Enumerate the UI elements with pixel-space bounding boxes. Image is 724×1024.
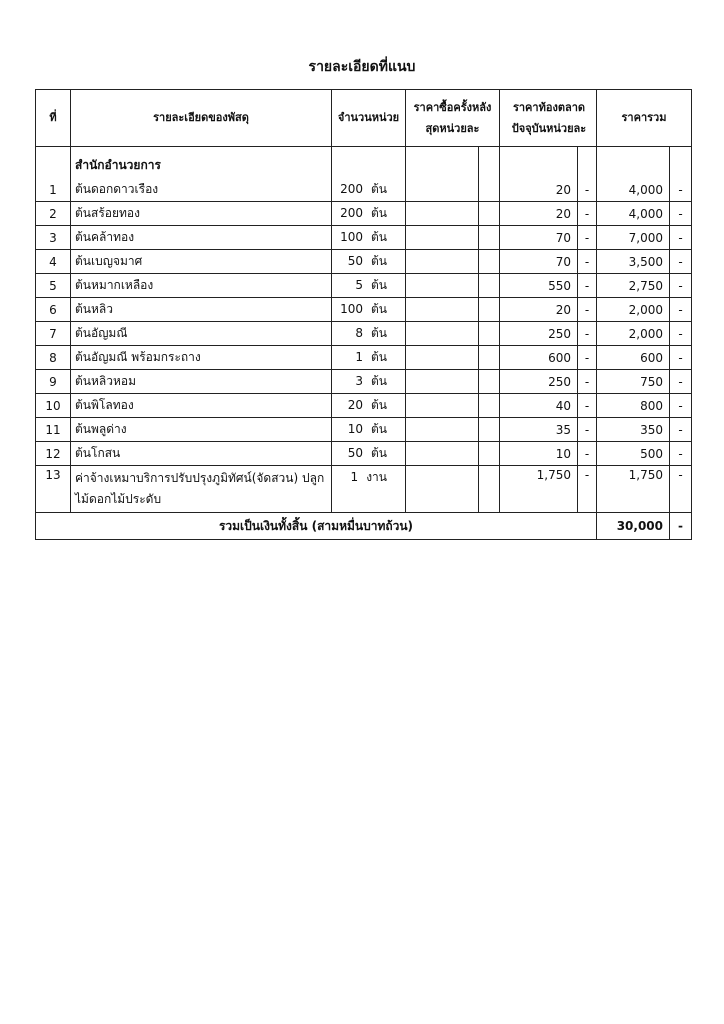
qty-cell	[332, 178, 406, 202]
table-row	[36, 202, 692, 226]
row-number: 8	[36, 346, 71, 370]
table-row	[36, 370, 692, 394]
row-number: 11	[36, 418, 71, 442]
row-total-satang: -	[670, 442, 692, 466]
market-price: 600	[500, 346, 578, 370]
qty-value: 8	[355, 326, 363, 340]
section-row	[36, 147, 692, 179]
market-price: 20	[500, 298, 578, 322]
row-total: 1,750	[597, 466, 670, 513]
row-total: 2,750	[597, 274, 670, 298]
last-price-cell	[406, 418, 479, 442]
qty-value: 50	[347, 254, 363, 268]
row-number: 7	[36, 322, 71, 346]
table-row	[36, 226, 692, 250]
last-price-satang-cell	[479, 178, 500, 202]
qty-unit: ต้น	[371, 422, 387, 436]
row-total-satang: -	[670, 394, 692, 418]
item-description: ต้นหลิว	[71, 298, 332, 322]
header-last-price: ราคาซื้อครั้งหลังสุดหน่วยละ	[406, 90, 500, 147]
last-price-cell	[406, 346, 479, 370]
page-title: รายละเอียดที่แนบ	[308, 59, 416, 75]
item-description: ต้นโกสน	[71, 442, 332, 466]
row-total: 4,000	[597, 202, 670, 226]
item-description: ต้นดอกดาวเรือง	[71, 178, 332, 202]
row-total: 500	[597, 442, 670, 466]
total-label: รวมเป็นเงินทั้งสิ้น (สามหมื่นบาทถ้วน)	[36, 513, 597, 540]
row-total: 600	[597, 346, 670, 370]
qty-cell	[332, 346, 406, 370]
row-total-satang: -	[670, 178, 692, 202]
last-price-cell	[406, 178, 479, 202]
grand-total: 30,000	[597, 513, 670, 540]
row-total-satang: -	[670, 346, 692, 370]
market-price-satang: -	[578, 442, 597, 466]
market-price-satang: -	[578, 370, 597, 394]
last-price-satang-cell	[479, 274, 500, 298]
items-table	[35, 89, 692, 540]
last-price-cell	[406, 226, 479, 250]
total-row	[36, 513, 692, 540]
item-description: ต้นอัญมณี	[71, 322, 332, 346]
market-price: 1,750	[500, 466, 578, 513]
row-number: 2	[36, 202, 71, 226]
last-price-satang-cell	[479, 442, 500, 466]
market-price-satang: -	[578, 226, 597, 250]
header-row	[36, 90, 692, 147]
row-total-satang: -	[670, 250, 692, 274]
qty-unit: ต้น	[371, 446, 387, 460]
qty-cell	[332, 418, 406, 442]
item-description: ต้นเบญจมาศ	[71, 250, 332, 274]
table-row	[36, 418, 692, 442]
market-price-satang: -	[578, 250, 597, 274]
row-number: 4	[36, 250, 71, 274]
qty-unit: ต้น	[371, 398, 387, 412]
header-no: ที่	[36, 90, 71, 147]
qty-cell	[332, 250, 406, 274]
market-price: 250	[500, 370, 578, 394]
market-price-satang: -	[578, 394, 597, 418]
qty-value: 200	[340, 182, 363, 196]
qty-unit: งาน	[366, 470, 387, 484]
last-price-satang-cell	[479, 202, 500, 226]
row-number: 3	[36, 226, 71, 250]
qty-cell	[332, 394, 406, 418]
qty-value: 100	[340, 230, 363, 244]
row-total: 350	[597, 418, 670, 442]
row-number: 12	[36, 442, 71, 466]
row-total-satang: -	[670, 370, 692, 394]
row-total-satang: -	[670, 418, 692, 442]
last-price-satang-cell	[479, 418, 500, 442]
market-price-satang: -	[578, 466, 597, 513]
table-row	[36, 274, 692, 298]
market-price-satang: -	[578, 346, 597, 370]
market-price: 250	[500, 322, 578, 346]
last-price-satang-cell	[479, 298, 500, 322]
qty-cell	[332, 202, 406, 226]
row-total: 2,000	[597, 298, 670, 322]
qty-unit: ต้น	[371, 206, 387, 220]
qty-value: 20	[347, 398, 363, 412]
row-number: 9	[36, 370, 71, 394]
market-price: 20	[500, 178, 578, 202]
last-price-cell	[406, 466, 479, 513]
header-qty: จำนวนหน่วย	[332, 90, 406, 147]
last-price-satang-cell	[479, 370, 500, 394]
row-number: 13	[36, 466, 71, 513]
section-title: สำนักอำนวยการ	[71, 147, 332, 179]
market-price: 70	[500, 250, 578, 274]
table-row	[36, 442, 692, 466]
item-description: ต้นพลูด่าง	[71, 418, 332, 442]
item-description: ต้นหมากเหลือง	[71, 274, 332, 298]
row-total: 750	[597, 370, 670, 394]
qty-value: 200	[340, 206, 363, 220]
qty-unit: ต้น	[371, 278, 387, 292]
table-row	[36, 178, 692, 202]
market-price: 550	[500, 274, 578, 298]
market-price: 40	[500, 394, 578, 418]
last-price-satang-cell	[479, 394, 500, 418]
market-price-satang: -	[578, 418, 597, 442]
market-price-satang: -	[578, 178, 597, 202]
qty-value: 1	[355, 350, 363, 364]
market-price-satang: -	[578, 274, 597, 298]
table-row	[36, 322, 692, 346]
table-row	[36, 250, 692, 274]
market-price-satang: -	[578, 322, 597, 346]
last-price-cell	[406, 442, 479, 466]
row-total-satang: -	[670, 202, 692, 226]
item-description: ต้นอัญมณี พร้อมกระถาง	[71, 346, 332, 370]
last-price-satang-cell	[479, 466, 500, 513]
qty-unit: ต้น	[371, 182, 387, 196]
last-price-satang-cell	[479, 226, 500, 250]
market-price: 70	[500, 226, 578, 250]
item-description: ต้นพิโลทอง	[71, 394, 332, 418]
qty-value: 10	[347, 422, 363, 436]
market-price-satang: -	[578, 202, 597, 226]
row-total-satang: -	[670, 298, 692, 322]
row-total-satang: -	[670, 322, 692, 346]
last-price-cell	[406, 250, 479, 274]
last-price-cell	[406, 394, 479, 418]
qty-unit: ต้น	[371, 374, 387, 388]
last-price-cell	[406, 202, 479, 226]
row-number: 1	[36, 178, 71, 202]
item-description: ต้นคล้าทอง	[71, 226, 332, 250]
qty-value: 100	[340, 302, 363, 316]
row-total: 4,000	[597, 178, 670, 202]
item-description: ต้นสร้อยทอง	[71, 202, 332, 226]
last-price-cell	[406, 370, 479, 394]
market-price: 35	[500, 418, 578, 442]
last-price-cell	[406, 298, 479, 322]
qty-cell	[332, 370, 406, 394]
market-price-satang: -	[578, 298, 597, 322]
last-price-satang-cell	[479, 346, 500, 370]
qty-cell	[332, 442, 406, 466]
grand-total-satang: -	[670, 513, 692, 540]
qty-value: 50	[347, 446, 363, 460]
qty-cell	[332, 322, 406, 346]
qty-unit: ต้น	[371, 230, 387, 244]
qty-cell	[332, 298, 406, 322]
qty-cell	[332, 466, 406, 513]
row-number: 5	[36, 274, 71, 298]
market-price: 10	[500, 442, 578, 466]
last-price-cell	[406, 274, 479, 298]
row-total-satang: -	[670, 274, 692, 298]
row-total: 2,000	[597, 322, 670, 346]
item-description: ต้นหลิวหอม	[71, 370, 332, 394]
qty-unit: ต้น	[371, 350, 387, 364]
row-number: 10	[36, 394, 71, 418]
qty-unit: ต้น	[371, 254, 387, 268]
row-total: 3,500	[597, 250, 670, 274]
qty-cell	[332, 226, 406, 250]
qty-value: 1	[350, 470, 359, 484]
qty-cell	[332, 274, 406, 298]
row-total-satang: -	[670, 226, 692, 250]
last-price-satang-cell	[479, 250, 500, 274]
row-total: 800	[597, 394, 670, 418]
row-number: 6	[36, 298, 71, 322]
market-price: 20	[500, 202, 578, 226]
last-price-cell	[406, 322, 479, 346]
qty-value: 3	[355, 374, 363, 388]
header-total: ราคารวม	[597, 90, 692, 147]
table-row	[36, 394, 692, 418]
qty-unit: ต้น	[371, 326, 387, 340]
item-description: ค่าจ้างเหมาบริการปรับปรุงภูมิทัศน์(จัดสวน) ปลูกไม้ดอกไม้ประดับ	[71, 466, 332, 513]
header-desc: รายละเอียดของพัสดุ	[71, 90, 332, 147]
qty-unit: ต้น	[371, 302, 387, 316]
row-total: 7,000	[597, 226, 670, 250]
table-row	[36, 346, 692, 370]
qty-value: 5	[355, 278, 363, 292]
header-market-price: ราคาท้องตลาดปัจจุบันหน่วยละ	[500, 90, 597, 147]
row-total-satang: -	[670, 466, 692, 513]
table-row	[36, 466, 692, 513]
table-row	[36, 298, 692, 322]
last-price-satang-cell	[479, 322, 500, 346]
